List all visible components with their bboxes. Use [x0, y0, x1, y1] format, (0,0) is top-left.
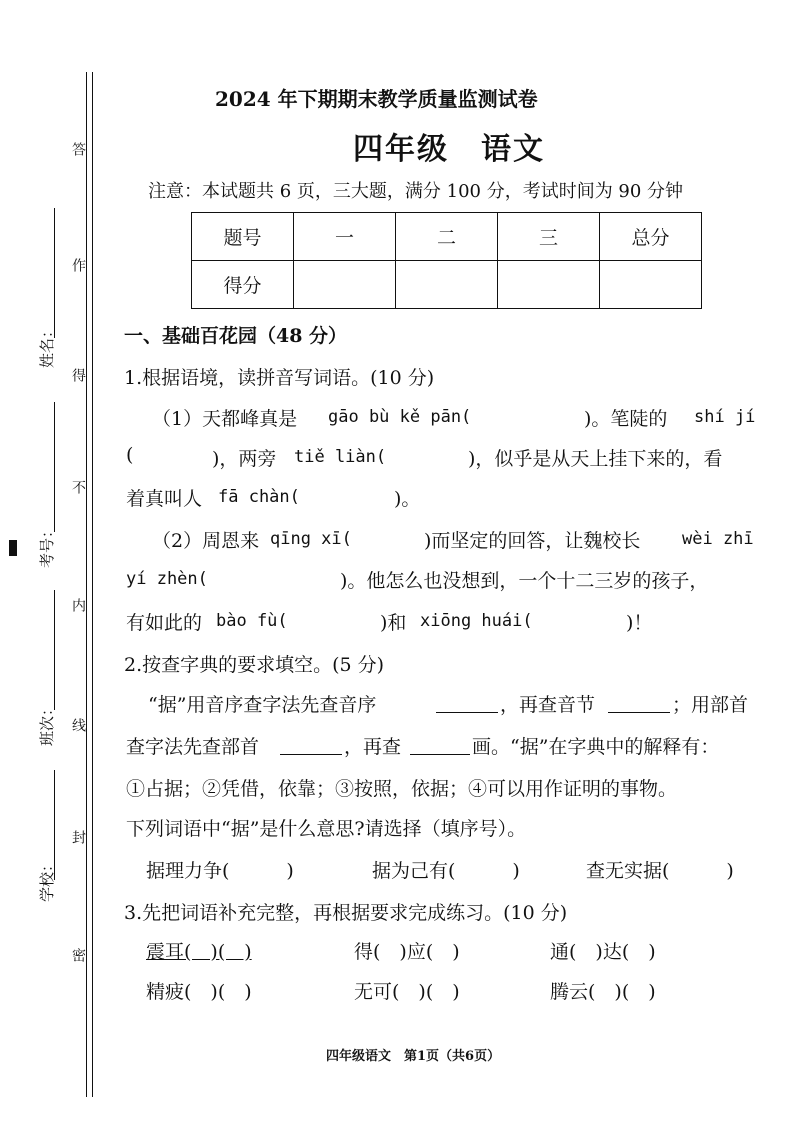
q3-word[interactable]: 得( )应( ) — [354, 941, 460, 963]
q1-pinyin: bào fù( — [216, 611, 288, 631]
q1-text: )。笔陡的 — [584, 408, 668, 430]
q2-text: 查字法先查部首 — [126, 736, 260, 758]
q2-blank[interactable] — [410, 754, 470, 755]
q1-pinyin: fā chàn( — [218, 487, 300, 507]
exam-title: 2024 年下期期末教学质量监测试卷 — [215, 87, 538, 111]
q3-word[interactable]: 无可( )( ) — [354, 981, 460, 1003]
q1-text: 有如此的 — [126, 612, 203, 634]
binding-char: 得 — [70, 368, 86, 382]
school-label: 学校： — [38, 856, 56, 902]
q2-text: ，再查音节 — [500, 694, 596, 716]
q1-pinyin: qīng xī( — [270, 529, 352, 549]
binding-char: 不 — [70, 480, 86, 494]
q1-text: ( — [126, 444, 134, 466]
q2-option[interactable]: 据理力争( ) — [146, 860, 294, 882]
score-cell[interactable] — [498, 261, 600, 309]
class-field-line[interactable] — [54, 590, 55, 710]
q2-option[interactable]: 据为己有( ) — [372, 860, 520, 882]
q1-text: 着真叫人 — [126, 488, 203, 510]
q1-pinyin: wèi zhī — [682, 529, 754, 549]
q2-text: 下列词语中“据”是什么意思?请选择（填序号）。 — [126, 818, 527, 840]
exam-number-label: 考号： — [38, 522, 56, 568]
exam-notice: 注意：本试题共 6 页，三大题，满分 100 分，考试时间为 90 分钟 — [148, 181, 684, 202]
q1-pinyin: gāo bù kě pān( — [328, 407, 472, 427]
q1-text: )，似乎是从天上挂下来的，看 — [468, 448, 723, 470]
binding-char: 封 — [70, 830, 86, 844]
question-3-title: 3.先把词语补充完整，再根据要求完成练习。(10 分) — [124, 902, 568, 924]
score-cell[interactable] — [294, 261, 396, 309]
q1-pinyin: shí jí — [694, 407, 756, 427]
question-1-title: 1.根据语境，读拼音写词语。(10 分) — [124, 367, 435, 389]
q1-text: )而坚定的回答，让魏校长 — [424, 530, 641, 552]
score-header-cell: 一 — [294, 213, 396, 261]
grade-subject-title: 四年级 语文 — [353, 132, 545, 167]
score-cell[interactable] — [396, 261, 498, 309]
binding-line-left — [86, 72, 87, 1097]
q3-word[interactable]: 通( )达( ) — [550, 941, 656, 963]
binding-line-right — [92, 72, 93, 1097]
binding-char: 作 — [70, 258, 86, 272]
name-field-line[interactable] — [54, 208, 55, 338]
score-header-cell: 题号 — [192, 213, 294, 261]
q2-blank[interactable] — [436, 712, 498, 713]
binding-char: 线 — [70, 718, 86, 732]
q1-text: )。 — [394, 488, 421, 510]
q1-pinyin: yí zhèn( — [126, 569, 208, 589]
class-label: 班次： — [38, 700, 56, 746]
q3-word[interactable]: 震耳( )( ) — [146, 941, 252, 963]
question-2-title: 2.按查字典的要求填空。(5 分) — [124, 654, 385, 676]
binding-char: 密 — [70, 948, 86, 962]
q1-text: )和 — [380, 612, 407, 634]
name-label: 姓名： — [38, 322, 56, 368]
score-cell[interactable] — [600, 261, 702, 309]
exam-number-field-line[interactable] — [54, 402, 55, 532]
q2-text: ；用部首 — [672, 694, 749, 716]
score-header-cell: 总分 — [600, 213, 702, 261]
q1-pinyin: tiě liàn( — [294, 447, 387, 467]
q3-word[interactable]: 腾云( )( ) — [550, 981, 656, 1003]
q2-text: “据”用音序查字法先查音序 — [148, 694, 377, 716]
q2-blank[interactable] — [608, 712, 670, 713]
q2-blank[interactable] — [280, 754, 342, 755]
q1-text: )！ — [626, 612, 653, 634]
score-header-cell: 三 — [498, 213, 600, 261]
q1-text: )，两旁 — [212, 448, 277, 470]
section-heading: 一、基础百花园（48 分） — [124, 325, 348, 347]
binding-marker — [9, 540, 17, 556]
q1-text: （2）周恩来 — [152, 530, 260, 552]
score-table — [191, 212, 702, 309]
q3-word[interactable]: 精疲( )( ) — [146, 981, 252, 1003]
q2-text: 画。“据”在字典中的解释有： — [472, 736, 720, 758]
binding-char: 答 — [70, 142, 86, 156]
score-row-label: 得分 — [192, 261, 294, 309]
q1-text: )。他怎么也没想到，一个十二三岁的孩子， — [340, 570, 709, 592]
binding-char: 内 — [70, 598, 86, 612]
q2-text: ，再查 — [344, 736, 402, 758]
q1-pinyin: xiōng huái( — [420, 611, 533, 631]
page-footer: 四年级语文 第1页（共6页） — [326, 1049, 501, 1064]
q1-text: （1）天都峰真是 — [152, 408, 298, 430]
score-header-cell: 二 — [396, 213, 498, 261]
school-field-line[interactable] — [54, 770, 55, 880]
q2-text: ①占据；②凭借，依靠；③按照，依据；④可以用作证明的事物。 — [126, 778, 678, 800]
q2-option[interactable]: 查无实据( ) — [586, 860, 734, 882]
